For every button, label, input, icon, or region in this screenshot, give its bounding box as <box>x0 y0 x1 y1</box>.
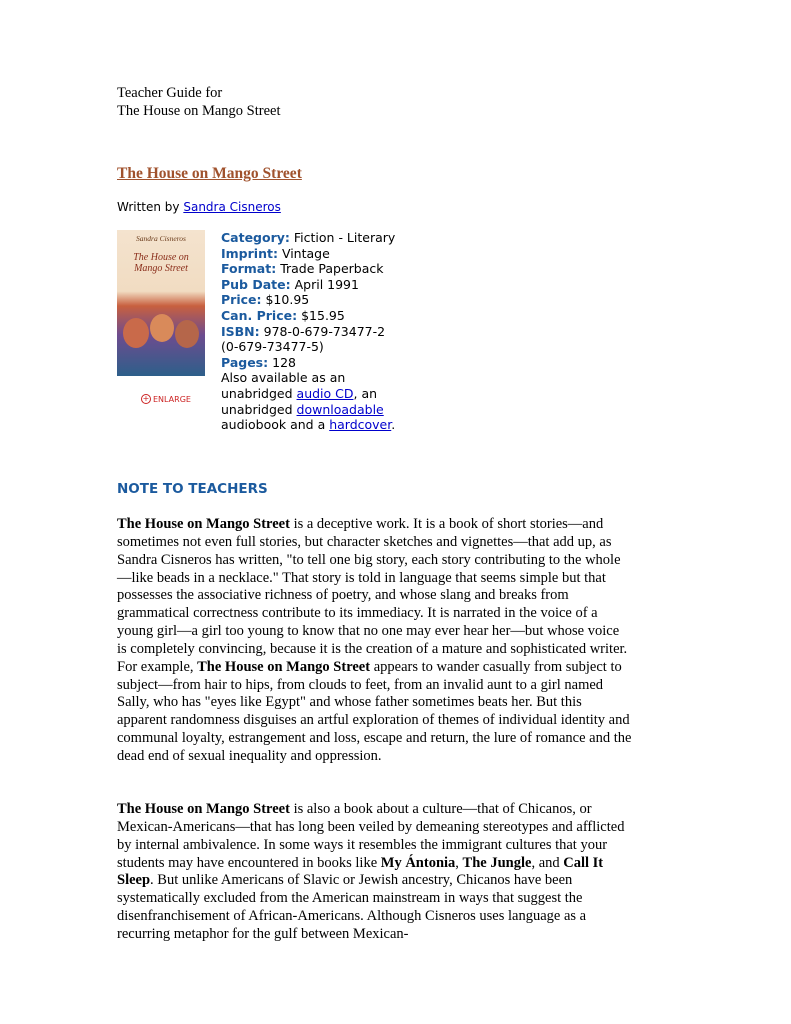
enlarge-label: ENLARGE <box>153 394 191 404</box>
format-value: Trade Paperback <box>280 261 384 277</box>
written-by-prefix: Written by <box>117 200 184 214</box>
canprice-label: Can. Price: <box>221 307 298 323</box>
availability-text: . <box>391 417 396 433</box>
guide-title-line2: The House on Mango Street <box>117 103 281 119</box>
paragraph-text: is also a book about a culture—that of Chicanos, or Mexican-Americans—that has long been veiled by demeaning stereotypes and afflicted by internal ambivalence. In some ways it resembles the immigrant cultures that your students may have encountered in books like <box>117 801 625 871</box>
detail-price <box>221 292 421 308</box>
guide-title <box>117 84 281 120</box>
availability-text: , an <box>353 385 378 401</box>
note-to-teachers-heading: NOTE TO TEACHERS <box>117 481 268 497</box>
isbn-label: ISBN: <box>221 323 260 339</box>
category-value: Fiction - Literary <box>293 230 396 245</box>
detail-isbn10: (0-679-73477-5) <box>221 339 324 355</box>
availability-text: audiobook and a <box>221 417 330 433</box>
isbn-value: 978-0-679-73477-2 <box>263 323 386 339</box>
book-details <box>221 230 421 433</box>
book-title-bold: The House on Mango Street <box>117 801 290 817</box>
imprint-value: Vintage <box>281 245 330 261</box>
availability-line3 <box>221 402 421 418</box>
detail-canprice <box>221 308 421 324</box>
downloadable-link[interactable]: downloadable <box>296 401 384 417</box>
plus-circle-icon: + <box>142 394 150 403</box>
imprint-label: Imprint: <box>221 245 278 261</box>
availability-line4 <box>221 417 421 433</box>
detail-isbn <box>221 324 421 340</box>
detail-pubdate <box>221 277 421 293</box>
format-label: Format: <box>221 261 277 277</box>
author-link[interactable]: Sandra Cisneros <box>183 200 281 214</box>
paragraph-text: is a deceptive work. It is a book of short stories—and sometimes not even full stories, but character sketches and vignettes—that add up, as Sandra Cisneros has written, "to tell one big story, each story contributing to the whole—like beads in a necklace." That story is told in language that seems simple but that possesses the associative richness of poetry, and whose slang and breaks from grammatical correctness contribute to its immediacy. It is narrated in the voice of a young girl—a girl too young to know that no one may ever hear her—but whose voice is completely convincing, because it is the creation of a mature and sophisticated writer. For example, <box>117 516 628 675</box>
book-cover-image[interactable] <box>117 230 205 376</box>
price-label: Price: <box>221 292 262 308</box>
paragraph-2 <box>117 801 632 944</box>
paragraph-text: , <box>455 854 463 871</box>
paragraph-text: appears to wander casually from subject to subject—from hair to hips, from clouds to feet, from an invalid aunt to a girl named Sally, who has "eyes like Egypt" and whose father sometimes beats her. But this apparent randomness disguises an artful exploration of themes of individual identity and communal loyalty, estrangement and loss, escape and return, the lure of romance and the dead end of sexual inequality and oppression. <box>117 658 632 764</box>
availability-line1: Also available as an <box>221 370 346 386</box>
audio-cd-link[interactable]: audio CD <box>296 385 354 401</box>
pages-label: Pages: <box>221 354 269 370</box>
cover-figure-right <box>175 320 199 348</box>
detail-format <box>221 261 421 277</box>
pages-value: 128 <box>272 354 296 370</box>
book-title-bold: The Jungle <box>462 854 532 871</box>
cover-figure-left <box>123 318 149 348</box>
cover-title-text <box>119 252 203 274</box>
written-by-line <box>117 200 281 214</box>
book-title-heading: The House on Mango Street <box>117 165 302 182</box>
availability-text: unabridged <box>221 385 297 401</box>
paragraph-1 <box>117 516 632 766</box>
hardcover-link[interactable]: hardcover <box>329 417 392 433</box>
paragraph-text: . But unlike Americans of Slavic or Jewish ancestry, Chicanos have been systematically excluded from the American mainstream in ways that suggest the disenfranchisement of African-Americans. Although Cisneros uses language as a recurring metaphor for the gulf between Mexican- <box>117 872 587 942</box>
availability-text: unabridged <box>221 401 297 417</box>
enlarge-button[interactable] <box>141 394 191 404</box>
price-value: $10.95 <box>265 292 310 308</box>
canprice-value: $15.95 <box>301 307 345 323</box>
cover-title-line2: Mango Street <box>134 263 188 274</box>
cover-author-text: Sandra Cisneros <box>136 234 186 243</box>
pubdate-label: Pub Date: <box>221 276 291 292</box>
availability-line2 <box>221 386 421 402</box>
book-title-bold: The House on Mango Street <box>197 658 371 675</box>
cover-figure-middle <box>150 314 174 342</box>
detail-pages <box>221 355 421 371</box>
category-label: Category: <box>221 230 290 245</box>
book-title-bold: Call It Sleep <box>117 854 604 889</box>
detail-imprint <box>221 246 421 262</box>
cover-title-line1: The House on <box>133 252 189 263</box>
guide-title-line1: Teacher Guide for <box>117 85 223 101</box>
book-title-bold: My Ántonia <box>380 854 456 871</box>
paragraph-text: , and <box>531 854 564 871</box>
pubdate-value: April 1991 <box>294 276 359 292</box>
book-title-bold: The House on Mango Street <box>117 516 290 532</box>
detail-category <box>221 230 421 246</box>
